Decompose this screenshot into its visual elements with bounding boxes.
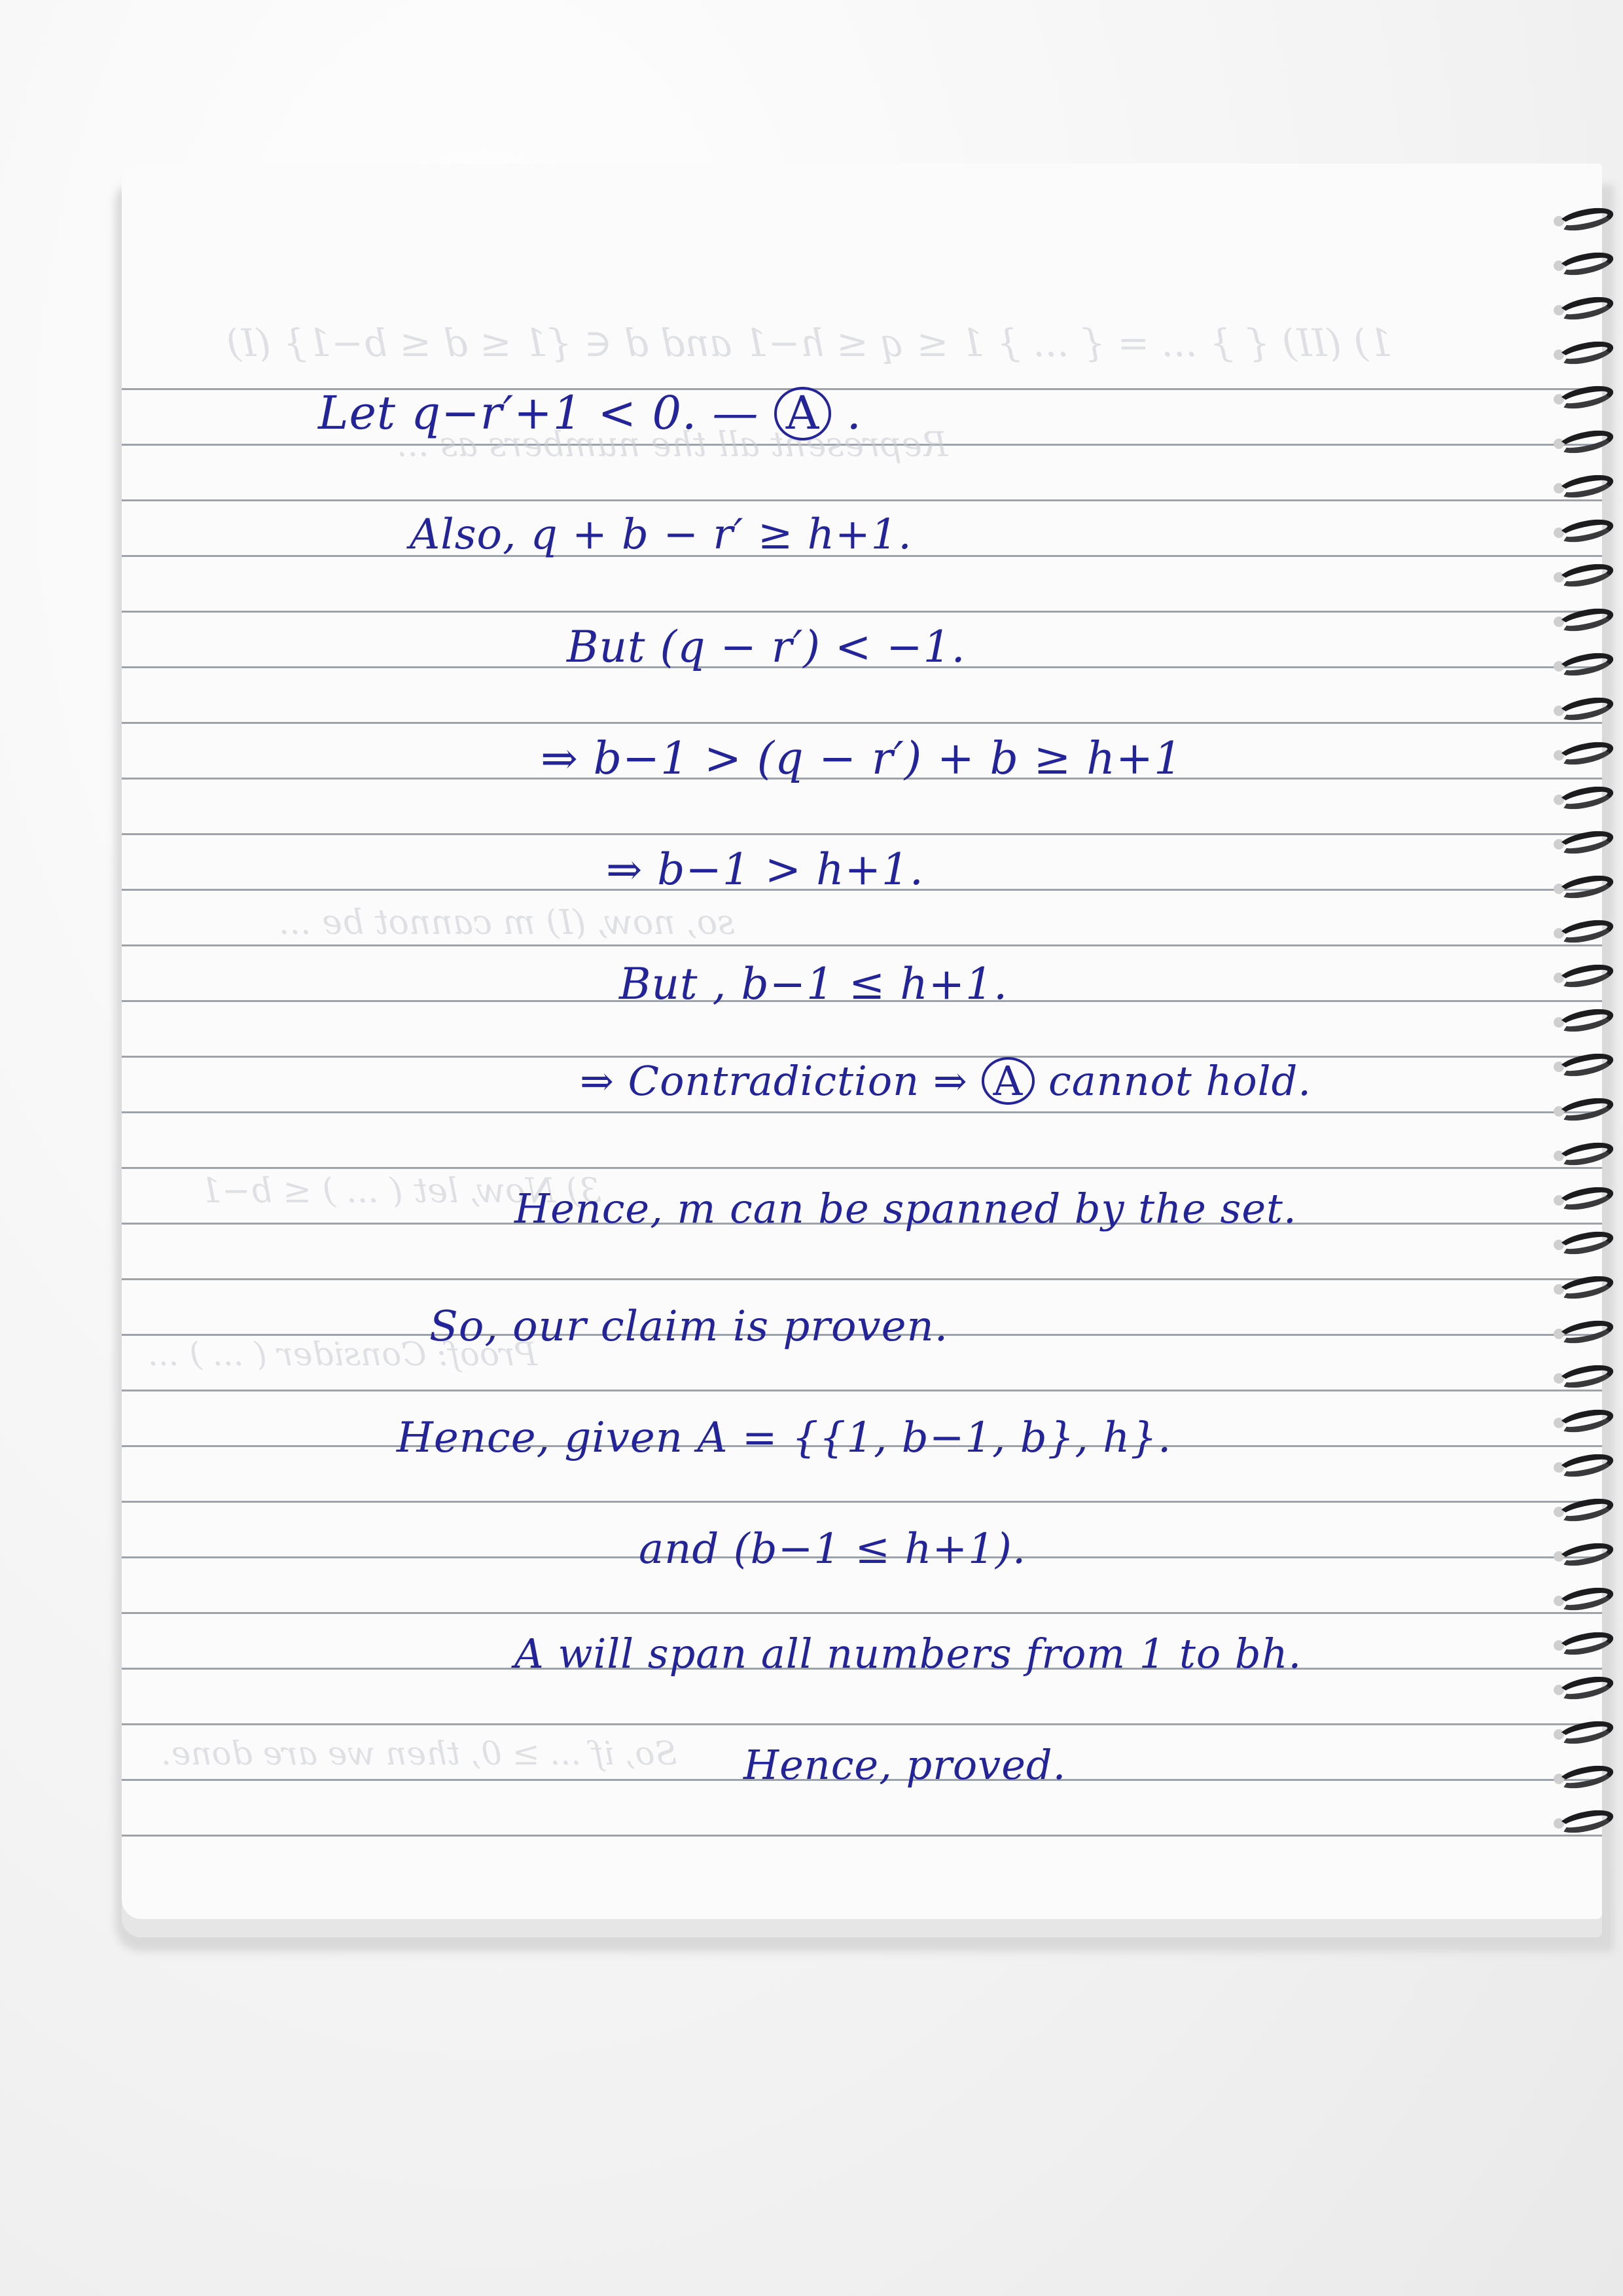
spiral-coil <box>1556 1316 1615 1347</box>
ruled-line <box>122 1390 1602 1391</box>
spiral-coil <box>1556 782 1615 813</box>
spiral-coil <box>1556 1539 1615 1570</box>
proof-line-11: and (b−1 ≤ h+1). <box>639 1525 1027 1573</box>
spiral-coil <box>1556 471 1615 501</box>
ruled-line <box>122 1612 1602 1614</box>
spiral-coil <box>1556 1583 1615 1614</box>
proof-line-9: So, our claim is proven. <box>429 1302 949 1351</box>
bleedthrough-text: Represent all the numbers as ... <box>397 425 948 465</box>
ruled-line <box>122 1723 1602 1725</box>
ruled-line <box>122 499 1602 501</box>
bleedthrough-text: so, now, (I) m cannot be ... <box>279 903 735 942</box>
proof-line-3: But (q − r′) < −1. <box>567 622 966 672</box>
spiral-coil <box>1556 1405 1615 1436</box>
spiral-coil <box>1556 1094 1615 1124</box>
spiral-coil <box>1556 560 1615 590</box>
spiral-coil <box>1556 693 1615 724</box>
ruled-line <box>122 833 1602 835</box>
proof-line-5: ⇒ b−1 > h+1. <box>606 844 924 895</box>
proof-line-4: ⇒ b−1 > (q − r′) + b ≥ h+1 <box>541 733 1183 785</box>
spiral-coil <box>1556 1183 1615 1213</box>
label-a-circled: A <box>982 1057 1035 1105</box>
spiral-coil <box>1556 1450 1615 1480</box>
spiral-coil <box>1556 1272 1615 1302</box>
spiral-coil <box>1556 248 1615 279</box>
line-text: Let q−r′+1 < 0. — <box>318 386 759 440</box>
spiral-coil <box>1556 204 1615 234</box>
proof-line-6: But , b−1 ≤ h+1. <box>619 959 1008 1009</box>
bleedthrough-text: 1) (II) { } ... = { ... } 1 ≤ q ≤ h−1 and d ∈ {1 ≤ d ≤ b−1} (I) <box>226 321 1393 365</box>
proof-line-13: Hence, proved. <box>743 1741 1067 1789</box>
spiral-coil <box>1556 515 1615 546</box>
proof-line-12: A will span all numbers from 1 to bh. <box>514 1630 1302 1677</box>
spiral-coil <box>1556 337 1615 368</box>
spiral-coil <box>1556 916 1615 946</box>
ruled-line <box>122 611 1602 613</box>
spiral-coil <box>1556 426 1615 457</box>
notebook-page <box>122 164 1602 1937</box>
spiral-binding <box>1558 203 1623 1885</box>
ruled-line <box>122 722 1602 724</box>
proof-line-7 <box>580 1057 1311 1105</box>
bleedthrough-text: So, if ... ≥ 0, then we are done. <box>161 1734 677 1772</box>
spiral-coil <box>1556 1628 1615 1659</box>
period: . <box>846 386 862 440</box>
spiral-coil <box>1556 1227 1615 1258</box>
spiral-coil <box>1556 1005 1615 1035</box>
spiral-coil <box>1556 871 1615 902</box>
spiral-coil <box>1556 1138 1615 1169</box>
proof-line-8: Hence, m can be spanned by the set. <box>514 1185 1297 1232</box>
ruled-line <box>122 1501 1602 1503</box>
proof-line-10: Hence, given A = {{1, b−1, b}, h}. <box>397 1414 1172 1462</box>
line-text: cannot hold. <box>1048 1057 1311 1105</box>
ruled-line <box>122 944 1602 946</box>
spiral-coil <box>1556 738 1615 768</box>
ruled-line <box>122 1111 1602 1113</box>
spiral-coil <box>1556 649 1615 679</box>
line-text: ⇒ Contradiction ⇒ <box>580 1057 968 1105</box>
bleedthrough-text: Proof: Consider ( ... ) ... <box>148 1335 537 1373</box>
spiral-coil <box>1556 1717 1615 1748</box>
spiral-coil <box>1556 1761 1615 1792</box>
spiral-coil <box>1556 1049 1615 1080</box>
label-a-circled: A <box>774 387 832 440</box>
spiral-coil <box>1556 382 1615 412</box>
spiral-coil <box>1556 604 1615 635</box>
spiral-coil <box>1556 1806 1615 1837</box>
ruled-line <box>122 1278 1602 1280</box>
spiral-coil <box>1556 827 1615 857</box>
bleedthrough-text: 3) Now, let ( ... ) ≤ b−1 <box>200 1172 601 1211</box>
ruled-line <box>122 1167 1602 1169</box>
proof-line-1 <box>318 386 862 440</box>
spiral-coil <box>1556 293 1615 323</box>
spiral-coil <box>1556 1494 1615 1525</box>
proof-line-2: Also, q + b − r′ ≥ h+1. <box>410 511 912 559</box>
ruled-line <box>122 1835 1602 1837</box>
spiral-coil <box>1556 1672 1615 1703</box>
spiral-coil <box>1556 960 1615 991</box>
spiral-coil <box>1556 1361 1615 1391</box>
